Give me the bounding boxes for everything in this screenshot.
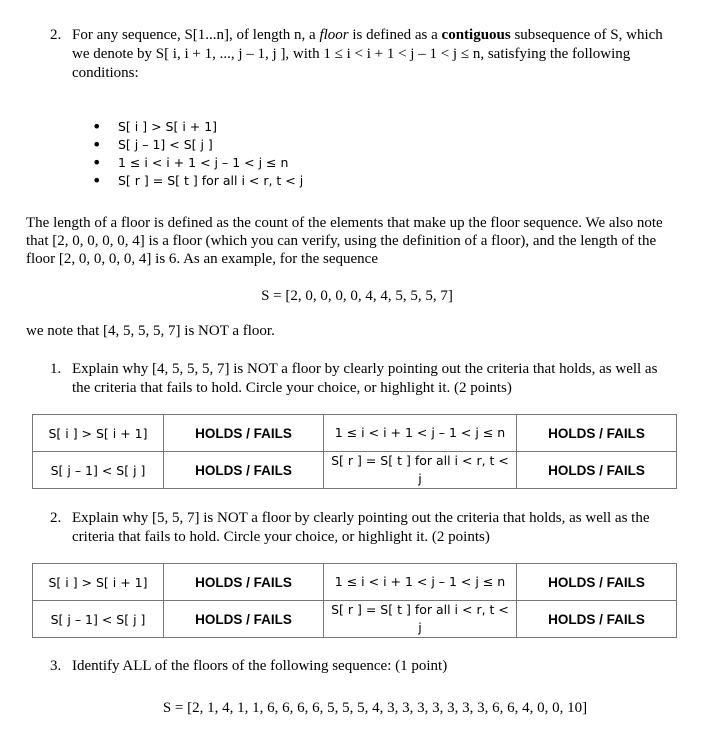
holds-fails-choice[interactable]: HOLDS / FAILS <box>164 564 324 601</box>
holds-fails-choice[interactable]: HOLDS / FAILS <box>517 601 677 638</box>
criterion-cell: 1 ≤ i < i + 1 < j – 1 < j ≤ n <box>324 564 517 601</box>
condition-item: • S[ j – 1] < S[ j ] <box>92 136 303 154</box>
question-number: 2. <box>50 27 62 43</box>
conditions-list <box>92 118 303 190</box>
contiguous-term: contiguous <box>441 27 511 43</box>
table-row <box>33 415 677 452</box>
table-row <box>33 452 677 489</box>
criteria-table-1 <box>32 414 677 489</box>
holds-fails-choice[interactable]: HOLDS / FAILS <box>517 415 677 452</box>
holds-fails-choice[interactable]: HOLDS / FAILS <box>164 415 324 452</box>
question-intro: For any sequence, S[1...n], of length n, a floor is defined as a contiguous subsequence of S, which we denote by S[ i, i + 1, ..., j – 1, j ], with 1 ≤ i < i + 1 < j – 1 < j ≤ n, satisfying the following conditions: <box>72 27 663 81</box>
sub-question-2: 2. Explain why [5, 5, 7] is NOT a floor by clearly pointing out the criteria that holds, as well as the criteria that fails to hold. Circle your choice, or highlight it. (2 points) <box>50 510 650 545</box>
length-paragraph: The length of a floor is defined as the count of the elements that make up the floor sequence. We also note that [2, 0, 0, 0, 0, 4] is a floor (which you can verify, using the definition of a floor), and the length of the floor [2, 0, 0, 0, 0, 4] is 6. As an example, for the sequence <box>26 215 663 267</box>
sub-question-3: 3. Identify ALL of the floors of the following sequence: (1 point) <box>50 658 448 674</box>
holds-fails-choice[interactable]: HOLDS / FAILS <box>517 564 677 601</box>
floor-term: floor <box>319 27 349 43</box>
example-sequence: S = [2, 0, 0, 0, 0, 4, 4, 5, 5, 5, 7] <box>261 288 453 304</box>
not-floor-note: we note that [4, 5, 5, 5, 7] is NOT a floor. <box>26 323 275 339</box>
criterion-cell: S[ r ] = S[ t ] for all i < r, t < j <box>324 452 517 489</box>
holds-fails-choice[interactable]: HOLDS / FAILS <box>517 452 677 489</box>
condition-item: • 1 ≤ i < i + 1 < j – 1 < j ≤ n <box>92 154 303 172</box>
sub-question-1: 1. Explain why [4, 5, 5, 5, 7] is NOT a floor by clearly pointing out the criteria that holds, as well as the criteria that fails to hold. Circle your choice, or highlight it. (2 points) <box>50 361 658 396</box>
final-sequence: S = [2, 1, 4, 1, 1, 6, 6, 6, 6, 5, 5, 5, 4, 3, 3, 3, 3, 3, 3, 3, 6, 6, 4, 0, 0, 10] <box>162 700 588 716</box>
table-row <box>33 601 677 638</box>
condition-item: • S[ i ] > S[ i + 1] <box>92 118 303 136</box>
criterion-cell: S[ r ] = S[ t ] for all i < r, t < j <box>324 601 517 638</box>
criterion-cell: S[ j – 1] < S[ j ] <box>33 601 164 638</box>
condition-item: • S[ r ] = S[ t ] for all i < r, t < j <box>92 172 303 190</box>
criteria-table-2 <box>32 563 677 638</box>
criterion-cell: S[ i ] > S[ i + 1] <box>33 415 164 452</box>
criterion-cell: S[ j – 1] < S[ j ] <box>33 452 164 489</box>
criterion-cell: 1 ≤ i < i + 1 < j – 1 < j ≤ n <box>324 415 517 452</box>
criterion-cell: S[ i ] > S[ i + 1] <box>33 564 164 601</box>
holds-fails-choice[interactable]: HOLDS / FAILS <box>164 601 324 638</box>
holds-fails-choice[interactable]: HOLDS / FAILS <box>164 452 324 489</box>
table-row <box>33 564 677 601</box>
